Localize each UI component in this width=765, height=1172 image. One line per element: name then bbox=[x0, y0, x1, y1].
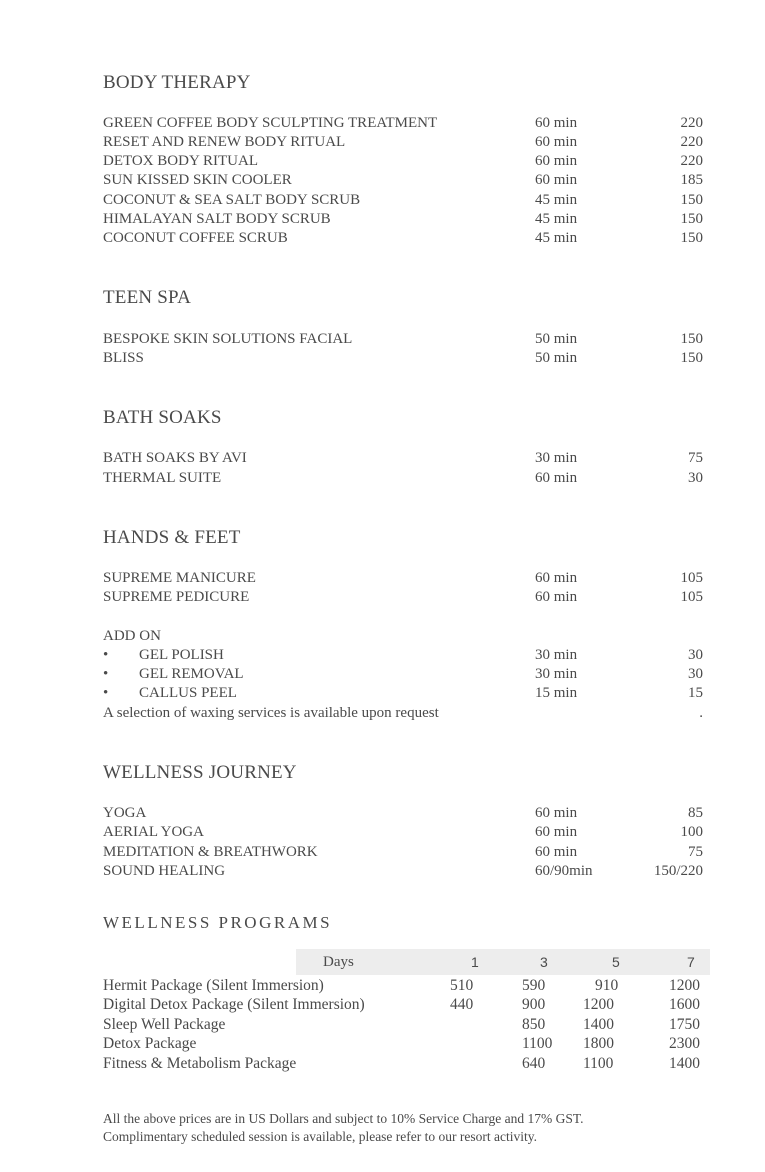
section-title-wellness-programs: WELLNESS PROGRAMS bbox=[103, 913, 333, 932]
menu-item: DETOX BODY RITUAL 60 min 220 bbox=[103, 153, 703, 169]
bullet-icon: • bbox=[103, 666, 109, 682]
section-title-hands-feet: HANDS & FEET bbox=[103, 527, 241, 548]
menu-item: HIMALAYAN SALT BODY SCRUB 45 min 150 bbox=[103, 211, 703, 227]
menu-item: THERMAL SUITE 60 min 30 bbox=[103, 470, 703, 486]
program-row: Fitness & Metabolism Package 640 1100 1400 bbox=[103, 1055, 700, 1072]
menu-item: COCONUT COFFEE SCRUB 45 min 150 bbox=[103, 230, 703, 246]
footer-note-sessions: Complimentary scheduled session is available, please refer to our resort activity. bbox=[103, 1129, 537, 1144]
menu-item: RESET AND RENEW BODY RITUAL 60 min 220 bbox=[103, 134, 703, 150]
day-col-5: 5 bbox=[612, 954, 620, 970]
menu-item: BLISS 50 min 150 bbox=[103, 350, 703, 366]
addon-item: • GEL REMOVAL 30 min 30 bbox=[103, 666, 703, 682]
section-title-wellness-journey: WELLNESS JOURNEY bbox=[103, 762, 297, 783]
addon-item: • GEL POLISH 30 min 30 bbox=[103, 647, 703, 663]
waxing-note: A selection of waxing services is available upon request . bbox=[103, 705, 703, 721]
bullet-icon: • bbox=[103, 685, 109, 701]
program-row: Sleep Well Package 850 1400 1750 bbox=[103, 1016, 700, 1033]
menu-item: MEDITATION & BREATHWORK 60 min 75 bbox=[103, 844, 703, 860]
menu-item: COCONUT & SEA SALT BODY SCRUB 45 min 150 bbox=[103, 192, 703, 208]
day-col-1: 1 bbox=[471, 954, 479, 970]
footer-note-prices: All the above prices are in US Dollars and subject to 10% Service Charge and 17% GST. bbox=[103, 1111, 584, 1126]
day-col-3: 3 bbox=[540, 954, 548, 970]
program-row: Digital Detox Package (Silent Immersion) 440 900 1200 1600 bbox=[103, 996, 700, 1013]
menu-item: SUPREME PEDICURE 60 min 105 bbox=[103, 589, 703, 605]
addon-label: ADD ON bbox=[103, 628, 161, 644]
section-title-teen-spa: TEEN SPA bbox=[103, 287, 191, 308]
program-row: Detox Package 1100 1800 2300 bbox=[103, 1035, 700, 1052]
menu-item: AERIAL YOGA 60 min 100 bbox=[103, 824, 703, 840]
menu-item: SUPREME MANICURE 60 min 105 bbox=[103, 570, 703, 586]
menu-item: BATH SOAKS BY AVI 30 min 75 bbox=[103, 450, 703, 466]
menu-item: YOGA 60 min 85 bbox=[103, 805, 703, 821]
bullet-icon: • bbox=[103, 647, 109, 663]
days-header: Days bbox=[323, 954, 354, 970]
addon-item: • CALLUS PEEL 15 min 15 bbox=[103, 685, 703, 701]
menu-item: GREEN COFFEE BODY SCULPTING TREATMENT 60 min 220 bbox=[103, 115, 703, 131]
program-row: Hermit Package (Silent Immersion) 510 590 910 1200 bbox=[103, 977, 700, 994]
programs-table-header bbox=[296, 949, 710, 975]
menu-item: SOUND HEALING 60/90min 150/220 bbox=[103, 863, 703, 879]
day-col-7: 7 bbox=[687, 954, 695, 970]
section-title-body-therapy: BODY THERAPY bbox=[103, 72, 251, 93]
menu-item: SUN KISSED SKIN COOLER 60 min 185 bbox=[103, 172, 703, 188]
section-title-bath-soaks: BATH SOAKS bbox=[103, 407, 222, 428]
menu-item: BESPOKE SKIN SOLUTIONS FACIAL 50 min 150 bbox=[103, 331, 703, 347]
